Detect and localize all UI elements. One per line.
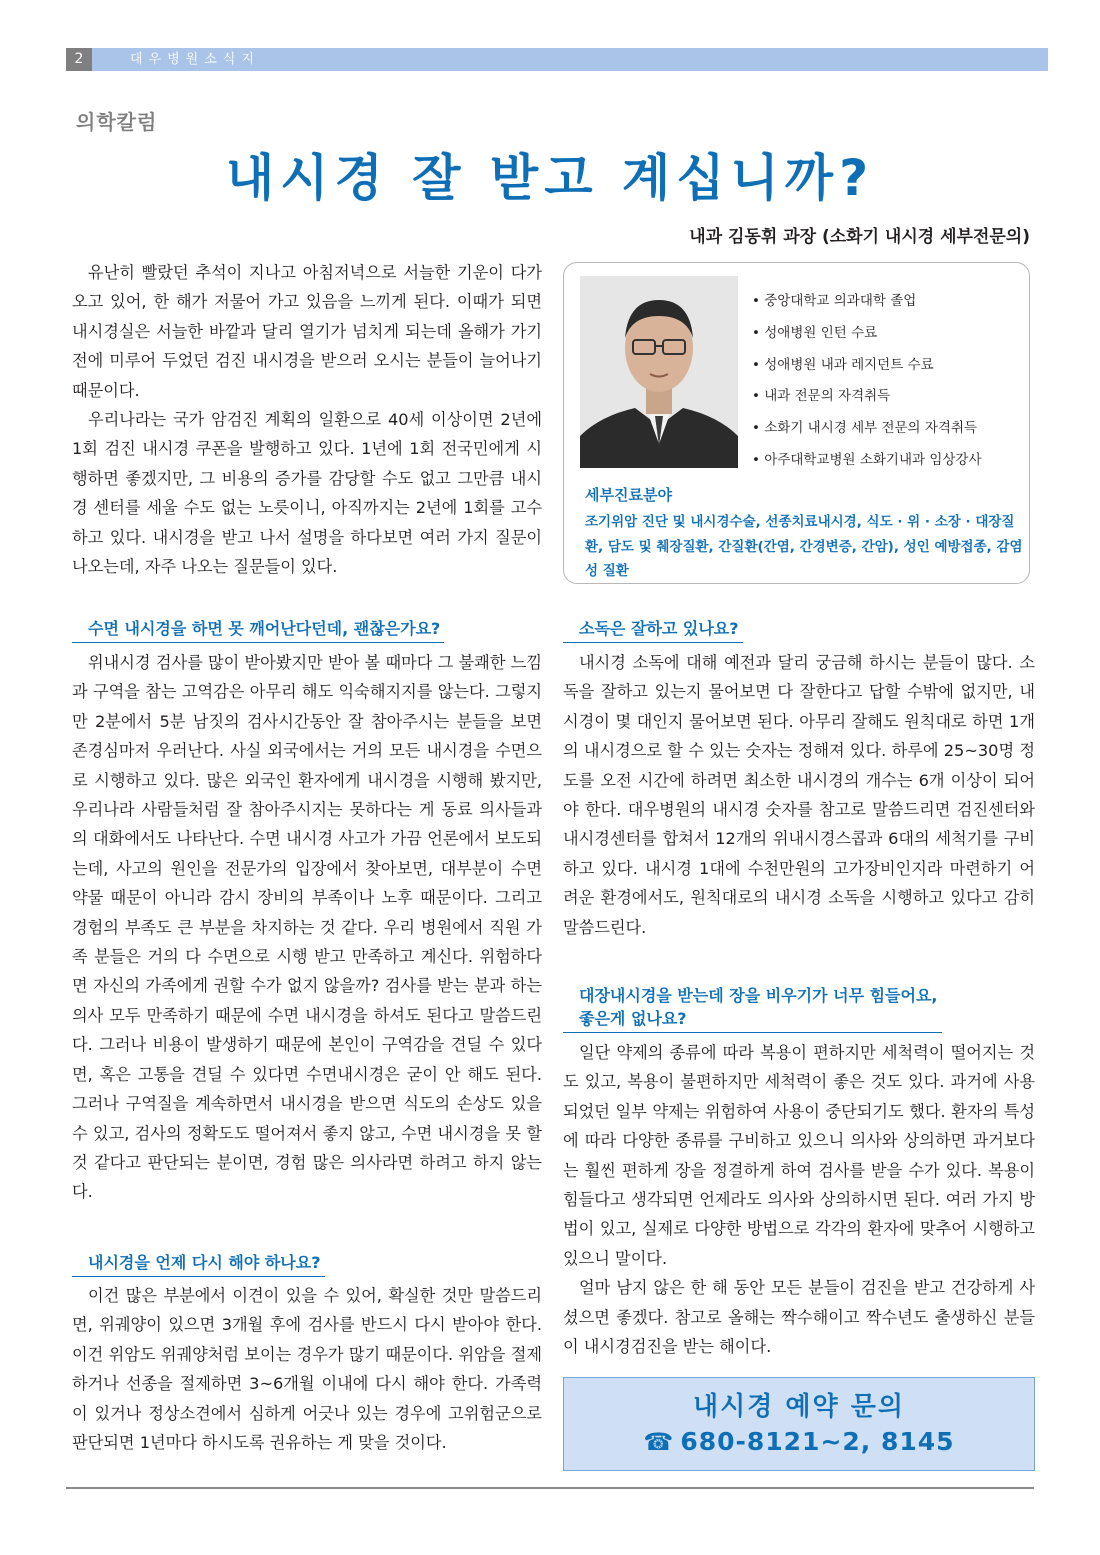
answer-paragraph: 내시경 소독에 대해 예전과 달리 궁금해 하시는 분들이 많다. 소독을 잘하고 있는지 물어보면 다 잘한다고 답할 수밖에 없지만, 내시경이 몇 대인지 물어보면 된다. 아무리 잘해도 원칙대로 하면 1개의 내시경으로 할 수 있는 숫자는 정해져 있다. 하루에 25~30명 정도를 오전 시간에 하려면 최소한 내시경의 개수는 6개 이상이 되어야 한다. 대우병원의 내시경 숫자를 참고로 말씀드리면 검진센터와 내시경센터를 합쳐서 12개의 위내시경스콥과 6대의 세척기를 구비하고 있다. 내시경 1대에 수천만원의 고가장비인지라 마련하기 어려운 환경에서도, 원칙대로의 내시경 소독을 시행하고 있다고 감히 말씀드린다.: [563, 653, 1035, 937]
question-line: 대장내시경을 받는데 장을 비우기가 너무 힘들어요,: [579, 986, 938, 1005]
page-number: 2: [66, 48, 92, 71]
answer-text: [563, 1038, 1035, 1361]
section-tag: 의학칼럼: [76, 110, 158, 134]
answer-text: [563, 648, 1035, 942]
career-item: • 내과 전문의 자격취득: [752, 381, 982, 413]
career-item: • 소화기 내시경 세부 전문의 자격취득: [752, 413, 982, 445]
intro-paragraph: 유난히 빨랐던 추석이 지나고 아침저녁으로 서늘한 기운이 다가오고 있어, 한 해가 저물어 가고 있음을 느끼게 된다. 이때가 되면 내시경실은 서늘한 바깥과 달리 열기가 넘치게 되는데 올해가 가기 전에 미루어 두었던 검진 내시경을 받으러 오시는 분들이 늘어나기 때문이다.: [72, 263, 542, 400]
publication-title: 대우병원소식지: [130, 52, 260, 67]
answer-paragraph: 위내시경 검사를 많이 받아봤지만 받아 볼 때마다 그 불쾌한 느낌과 구역을 참는 고역감은 아무리 해도 익숙해지지를 않는다. 그렇지만 2분에서 5분 남짓의 검사시간동안 잘 참아주시는 분들을 보면 존경심마저 우러난다. 사실 외국에서는 거의 모든 내시경을 수면으로 시행하고 있다. 많은 외국인 환자에게 내시경을 시행해 봤지만, 우리나라 사람들처럼 잘 참아주시지는 못하다는 게 동료 의사들과의 대화에서도 나타난다. 수면 내시경 사고가 가끔 언론에서 보도되는데, 사고의 원인을 전문가의 입장에서 찾아보면, 대부분이 수면 약물 때문이 아니라 감시 장비의 부족이나 노후 때문이다. 그리고 경험의 부족도 큰 부분을 차지하는 것 같다. 우리 병원에서 직원 가족 분들은 거의 다 수면으로 시행 받고 만족하고 계신다. 위험하다면 자신의 가족에게 권할 수가 없지 않을까? 검사를 받는 분과 하는 의사 모두 만족하기 때문에 수면 내시경을 하셔도 된다고 말씀드린다. 그러나 비용이 발생하기 때문에 본인이 구역감을 견딜 수 있다면, 혹은 고통을 견딜 수 있다면 수면내시경은 굳이 안 해도 된다. 그러나 구역질을 계속하면서 내시경을 받으면 식도의 손상도 있을 수 있고, 검사의 정확도도 떨어져서 좋지 않고, 수면 내시경을 못 할 것 같다고 판단되는 분이면, 경험 많은 의사라면 하려고 하지 않는다.: [72, 653, 542, 1202]
question-heading: 수면 내시경을 하면 못 깨어난다던데, 괜찮은가요?: [72, 618, 444, 643]
career-item: • 성애병원 인턴 수료: [752, 318, 982, 350]
article-title: 내시경 잘 받고 계십니까?: [225, 149, 875, 207]
specialty-body: 조기위암 진단 및 내시경수술, 선종치료내시경, 식도 · 위 · 소장 · 대장질환, 담도 및 췌장질환, 간질환(간염, 간경변증, 간암), 성인 예방접종, 감염성 질환: [585, 514, 1023, 579]
specialty-title: 세부진료분야: [585, 486, 672, 504]
footer-divider: [66, 1487, 1034, 1489]
question-heading: [563, 984, 942, 1033]
career-list: [752, 286, 982, 477]
booking-title: 내시경 예약 문의: [693, 1392, 905, 1422]
doctor-photo: [580, 276, 738, 468]
booking-phone: [564, 1427, 1034, 1456]
answer-paragraph: 일단 약제의 종류에 따라 복용이 편하지만 세척력이 떨어지는 것도 있고, 복용이 불편하지만 세척력이 좋은 것도 있다. 과거에 사용되었던 일부 약제는 위험하여 사용이 중단되기도 했다. 환자의 특성에 따라 다양한 종류를 구비하고 있으니 의사와 상의하면 과거보다는 훨씬 편하게 장을 정결하게 하여 검사를 받을 수가 있다. 복용이 힘들다고 생각되면 언제라도 의사와 상의하시면 된다. 여러 가지 방법이 있고, 실제로 다양한 방법으로 각각의 환자에 맞추어 시행하고 있으니 말이다.: [563, 1043, 1035, 1268]
question-heading: 소독은 잘하고 있나요?: [563, 618, 743, 643]
phone-icon: ☎: [643, 1428, 675, 1456]
career-item: • 아주대학교병원 소화기내과 임상강사: [752, 445, 982, 477]
career-item: • 중앙대학교 의과대학 졸업: [752, 286, 982, 318]
intro-text: [72, 258, 542, 581]
answer-text: [72, 648, 542, 1207]
booking-box: [563, 1377, 1035, 1471]
author-byline: 내과 김동휘 과장 (소화기 내시경 세부전문의): [689, 227, 1030, 247]
question-line: 좋은게 없나요?: [579, 1009, 687, 1028]
career-item: • 성애병원 내과 레지던트 수료: [752, 350, 982, 382]
answer-text: [72, 1281, 542, 1457]
phone-number: 680-8121~2, 8145: [680, 1427, 955, 1456]
intro-paragraph: 우리나라는 국가 암검진 계획의 일환으로 40세 이상이면 2년에 1회 검진 내시경 쿠폰을 발행하고 있다. 1년에 1회 전국민에게 시행하면 좋겠지만, 그 비용의 증가를 감당할 수도 없고 그만큼 내시경 센터를 세울 수도 없는 노릇이니, 아직까지는 2년에 1회를 고수하고 있다. 내시경을 받고 나서 설명을 하다보면 여러 가지 질문이 나오는데, 자주 나오는 질문들이 있다.: [72, 410, 542, 577]
closing-paragraph: 얼마 남지 않은 한 해 동안 모든 분들이 검진을 받고 건강하게 사셨으면 좋겠다. 참고로 올해는 짝수해이고 짝수년도 출생하신 분들이 내시경검진을 받는 해이다.: [563, 1278, 1035, 1357]
question-heading: 내시경을 언제 다시 해야 하나요?: [72, 1252, 325, 1277]
answer-paragraph: 이건 많은 부분에서 이견이 있을 수 있어, 확실한 것만 말씀드리면, 위궤양이 있으면 3개월 후에 검사를 반드시 다시 받아야 한다. 이건 위암도 위궤양처럼 보이는 경우가 많기 때문이다. 위암을 절제하거나 선종을 절제하면 3~6개월 이내에 다시 해야 한다. 가족력이 있거나 정상소견에서 심하게 어긋나 있는 경우에 고위험군으로 판단되면 1년마다 하시도록 권유하는 게 맞을 것이다.: [72, 1286, 542, 1453]
